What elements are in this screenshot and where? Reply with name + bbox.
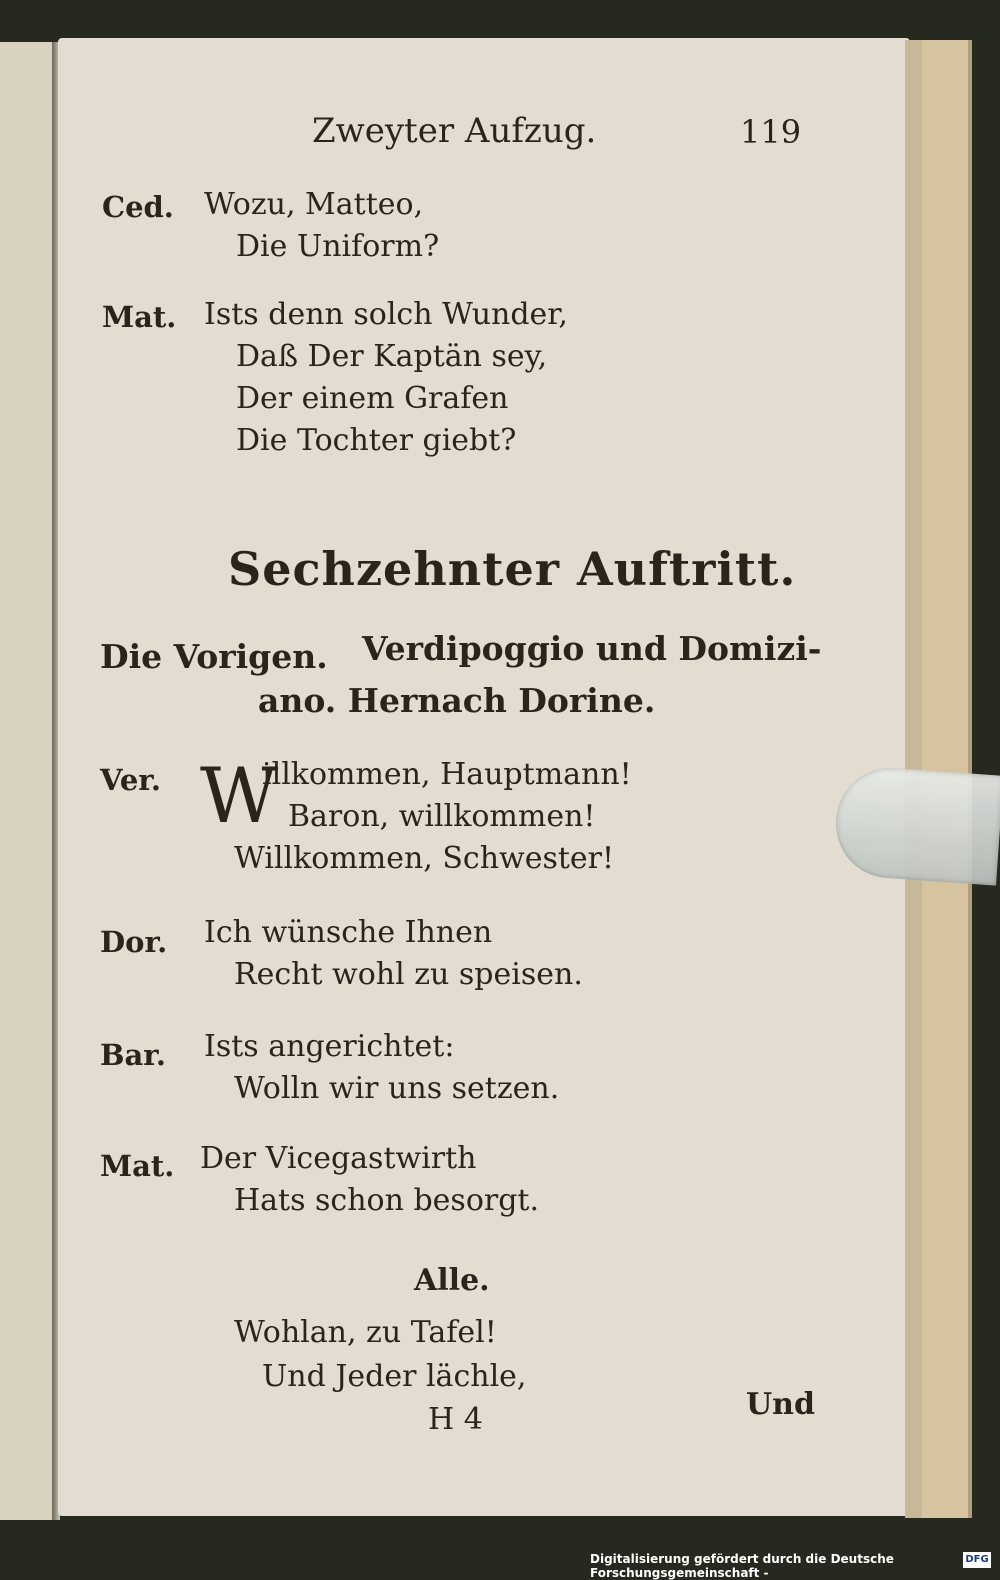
running-head: Zweyter Aufzug. [312, 111, 597, 151]
verse-line: Willkommen, Schwester! [234, 841, 615, 876]
speaker-ced: Ced. [102, 190, 174, 224]
speaker-mat: Mat. [102, 300, 177, 334]
speaker-alle: Alle. [414, 1263, 490, 1298]
verse-line: Ists denn solch Wunder, [204, 297, 568, 332]
verse-line: Baron, willkommen! [288, 799, 596, 834]
verse-line: illkommen, Hauptmann! [262, 757, 632, 792]
digitization-credit: Digitalisierung gefördert durch die Deutsche Forschungsgemeinschaft - [590, 1552, 894, 1580]
page-number: 119 [740, 113, 802, 151]
verse-line: Ich wünsche Ihnen [204, 915, 493, 950]
page-clip [832, 764, 1000, 885]
dfg-logo: DFG [963, 1552, 991, 1568]
cast-line-2: ano. Hernach Dorine. [258, 681, 656, 720]
verse-line: Wozu, Matteo, [204, 187, 424, 222]
verse-line: Der Vicegastwirth [200, 1141, 477, 1176]
verse-line: Die Uniform? [236, 229, 440, 264]
signature-mark: H 4 [428, 1402, 483, 1437]
verse-line: Ists angerichtet: [204, 1029, 455, 1064]
verse-line: Recht wohl zu speisen. [234, 957, 583, 992]
verse-line: Hats schon besorgt. [234, 1183, 540, 1218]
verse-line: Wohlan, zu Tafel! [234, 1315, 497, 1350]
drop-capital: W [200, 751, 279, 840]
speaker-ver: Ver. [100, 763, 162, 797]
speaker-mat: Mat. [100, 1149, 175, 1183]
left-page-edge [0, 42, 55, 1520]
speaker-dor: Dor. [100, 925, 168, 959]
scene-title: Sechzehnter Auftritt. [228, 542, 797, 596]
speaker-bar: Bar. [100, 1038, 167, 1072]
catchword: Und [746, 1387, 815, 1422]
verse-line: Der einem Grafen [236, 381, 509, 416]
verse-line: Und Jeder lächle, [262, 1359, 527, 1394]
verse-line: Daß Der Kaptän sey, [236, 339, 548, 374]
verse-line: Die Tochter giebt? [236, 423, 517, 458]
verse-line: Wolln wir uns setzen. [234, 1071, 560, 1106]
cast-line-1a: Die Vorigen. [100, 637, 328, 676]
cast-line-1b: Verdipoggio und Domizi- [362, 629, 822, 668]
